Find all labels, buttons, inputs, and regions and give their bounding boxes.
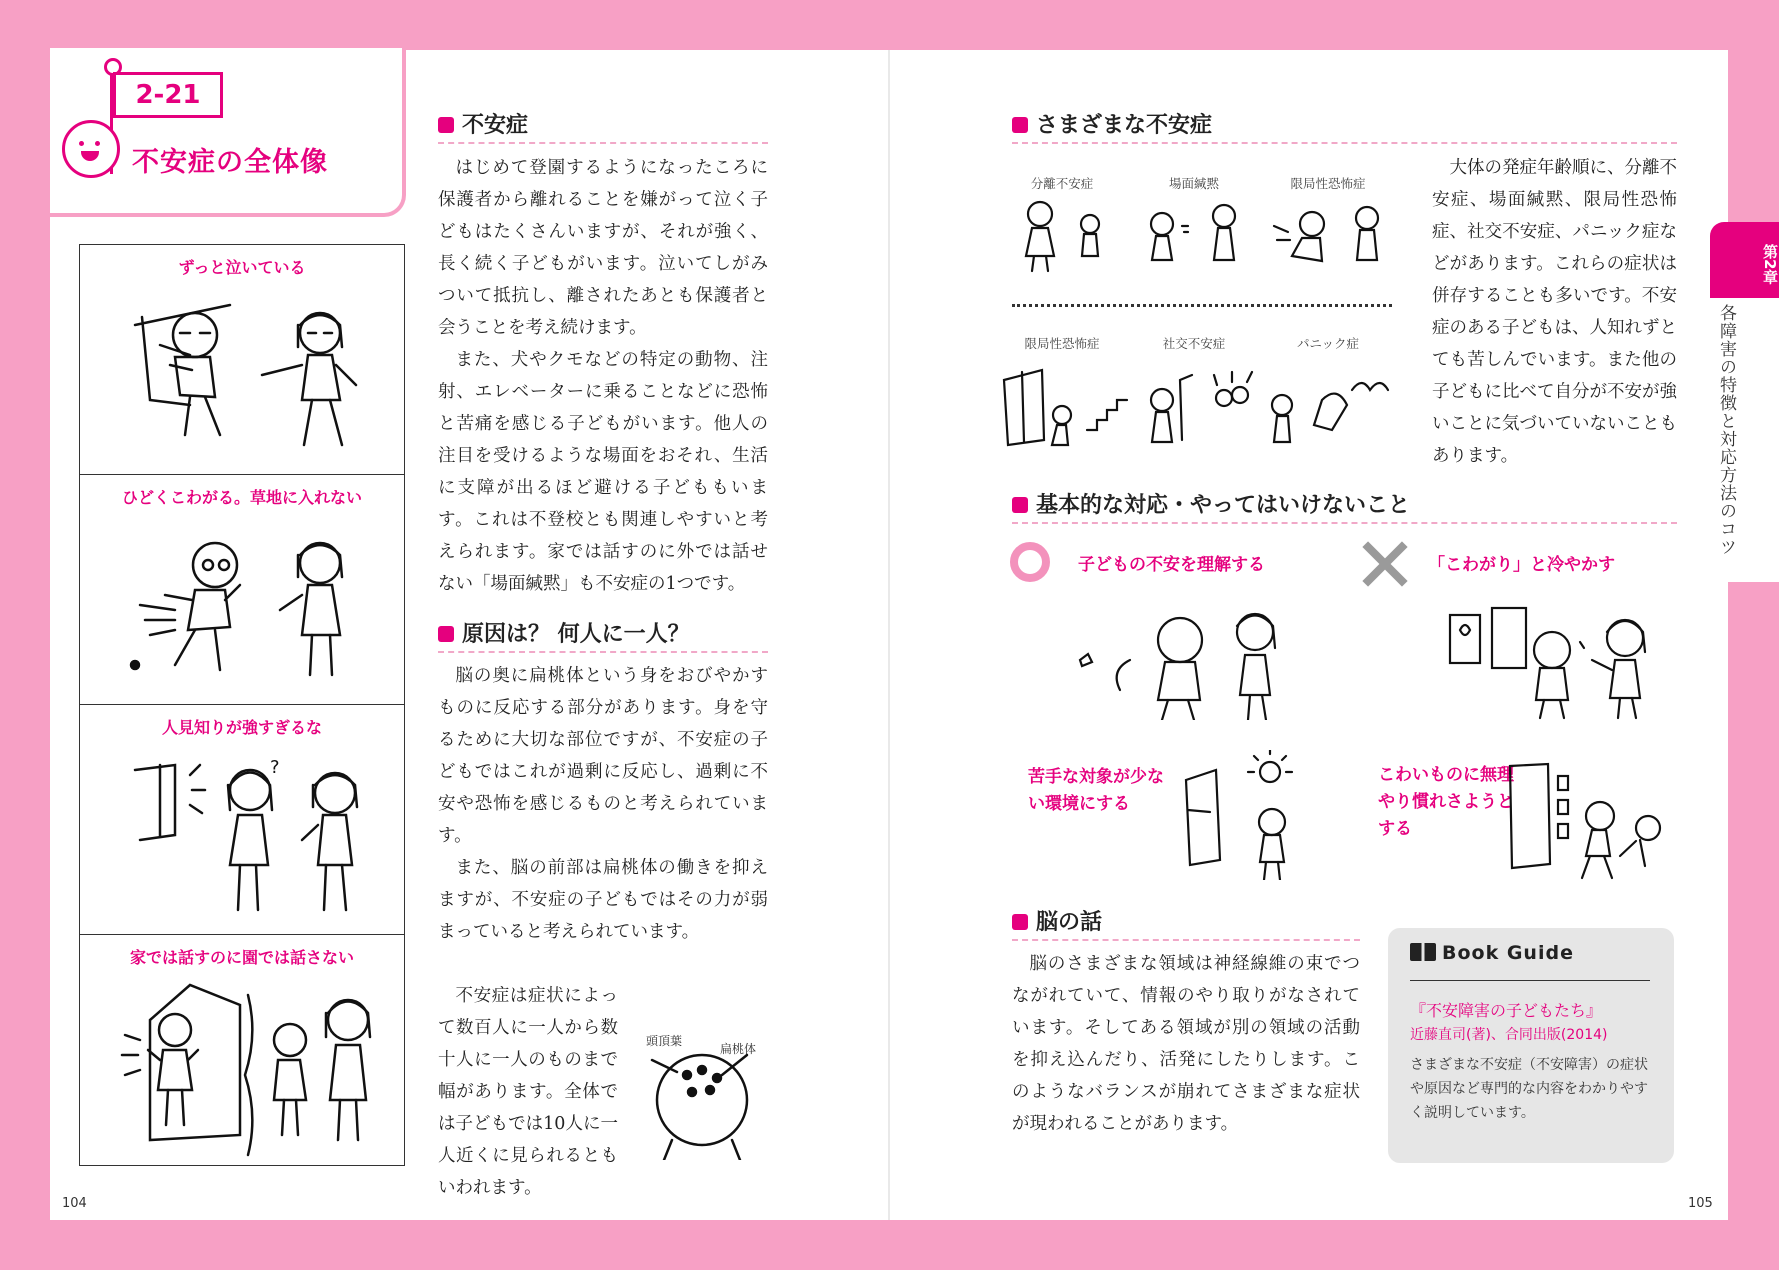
- forced-exposure-illustration: [1500, 756, 1670, 886]
- cause-paragraph: また、脳の前部は扁桃体の働きを抑えますが、不安症の子どもではその力が弱まっていると考えられています。: [438, 858, 768, 942]
- book-description: さまざまな不安症（不安障害）の症状や原因など専門的な内容をわかりやすく説明しています。: [1410, 1057, 1648, 1121]
- heading-rule: [1012, 522, 1677, 524]
- chapter-number: 第2章: [1710, 222, 1779, 298]
- heading-brain: 脳の話: [1012, 905, 1102, 936]
- cause-body: [438, 660, 768, 948]
- dotted-divider: [1012, 304, 1392, 307]
- panel-caption: 人見知りが強すぎるな: [161, 718, 322, 737]
- page-number-left: 104: [62, 1196, 87, 1211]
- brain-illustration: [632, 1030, 782, 1160]
- cause-paragraph: 不安症は症状によって数百人に一人から数十人に一人のものまで幅があります。全体では子どもでは10人に一人近くに見られるともいわれます。: [438, 986, 618, 1198]
- heading-rule: [1012, 142, 1677, 144]
- panel-caption: ひどくこわがる。草地に入れない: [121, 488, 362, 507]
- correct-circle-icon: [1010, 542, 1050, 582]
- svg-text:?: ?: [270, 757, 280, 778]
- book-guide-title: [1410, 942, 1574, 964]
- do-caption-2: 苦手な対象が少ない環境にする: [1028, 767, 1164, 814]
- understanding-illustration: [1070, 600, 1280, 720]
- book-author: 近藤直司(著)、合同出版(2014): [1410, 1027, 1608, 1043]
- disorder-label: 場面緘黙: [1168, 176, 1219, 191]
- book-guide-title-text: Book Guide: [1442, 942, 1574, 964]
- page-number-right: 105: [1688, 1196, 1713, 1211]
- shy-child-illustration: [80, 745, 404, 930]
- mascot-icon: [62, 120, 120, 178]
- heading-response: 基本的な対応・やってはいけないこと: [1012, 488, 1410, 519]
- panel-caption: ずっと泣いている: [178, 258, 306, 277]
- disorders-row1-illustration: [1012, 196, 1392, 276]
- cause-paragraph: 脳の奥に扁桃体という身をおびやかすものに反応する部分があります。身を守るために大切な部位ですが、不安症の子どもではこれが過剰に反応し、過剰に不安や恐怖を感じるものと考えられています。: [438, 666, 768, 846]
- heading-anxiety: 不安症: [438, 108, 528, 139]
- comic-panel: [80, 935, 404, 1164]
- book-guide-rule: [1410, 980, 1650, 981]
- heading-rule: [438, 142, 768, 144]
- chapter-title: 各障害の特徴と対応方法のコツ: [1716, 304, 1736, 556]
- disorder-label: 分離不安症: [1030, 176, 1094, 191]
- do-caption: 子どもの不安を理解する: [1078, 555, 1265, 575]
- panel-caption: 家では話すのに園では話さない: [129, 948, 354, 967]
- scared-child-illustration: [80, 515, 404, 700]
- comic-panel: [80, 475, 404, 705]
- disorders-row2-illustration: [1002, 360, 1392, 460]
- dont-caption-2: こわいものに無理やり慣れさようとする: [1378, 765, 1514, 839]
- crying-child-illustration: [80, 285, 404, 470]
- heading-rule: [1012, 939, 1360, 941]
- disorder-label: 限局性恐怖症: [1024, 336, 1100, 351]
- section-number: 2-21: [113, 72, 223, 118]
- page-spine: [888, 50, 890, 1220]
- brain-paragraph: 脳のさまざまな領域は神経線維の束でつながれていて、情報のやり取りがなされています。そしてある領域が別の領域の活動を抑え込んだり、活発にしたりします。このようなバランスが崩れてさまざまな症状が現われることがあります。: [1012, 954, 1360, 1134]
- book-title: 『不安障害の子どもたち』: [1410, 1001, 1603, 1020]
- selective-mutism-illustration: [80, 975, 404, 1160]
- book-icon: [1410, 943, 1436, 961]
- anxiety-paragraph: また、犬やクモなどの特定の動物、注射、エレベーターに乗ることなどに恐怖と苦痛を感じる子どもがいます。他人の注目を受けるような場面をおそれ、生活に支障が出るほど避ける子どももいます。これは不登校とも関連しやすいと考えられます。家では話すのに外では話せない「場面緘黙」も不安症の1つです。: [438, 350, 768, 594]
- amygdala-label: 扁桃体: [720, 1042, 757, 1056]
- brain-body: [1012, 948, 1360, 1140]
- dont-caption: 「こわがり」と冷やかす: [1428, 555, 1615, 575]
- various-paragraph: 大体の発症年齢順に、分離不安症、場面緘黙、限局性恐怖症、社交不安症、パニック症などがあります。これらの症状は併存することも多いです。不安症のある子どもは、人知れずとても苦しんでいます。また他の子どもに比べて自分が不安が強いことに気づいていないこともあります。: [1432, 158, 1677, 466]
- comic-panel: [80, 245, 404, 475]
- disorder-label: 社交不安症: [1162, 336, 1226, 351]
- comic-panel: [80, 705, 404, 935]
- various-body: [1432, 152, 1677, 472]
- heading-cause: 原因は？ 何人に一人？: [438, 617, 690, 648]
- safe-environment-illustration: [1180, 750, 1320, 880]
- comic-strip: [79, 244, 405, 1166]
- disorder-label: 限局性恐怖症: [1290, 176, 1366, 191]
- heading-rule: [438, 651, 768, 653]
- incorrect-cross-icon: [1360, 540, 1408, 588]
- teasing-illustration: [1440, 600, 1660, 720]
- section-title: 不安症の全体像: [132, 147, 328, 178]
- anxiety-paragraph: はじめて登園するようになったころに保護者から離れることを嫌がって泣く子どもはたくさんいますが、それが強く、長く続く子どもがいます。泣いてしがみついて抵抗し、離されたあとも保護者と会うことを考え続けます。: [438, 158, 768, 338]
- book-guide-box: [1388, 928, 1674, 1163]
- frontal-lobe-label: 頭頂葉: [646, 1034, 683, 1048]
- heading-various: さまざまな不安症: [1012, 108, 1212, 139]
- disorder-label: パニック症: [1296, 336, 1359, 351]
- anxiety-body: [438, 152, 768, 600]
